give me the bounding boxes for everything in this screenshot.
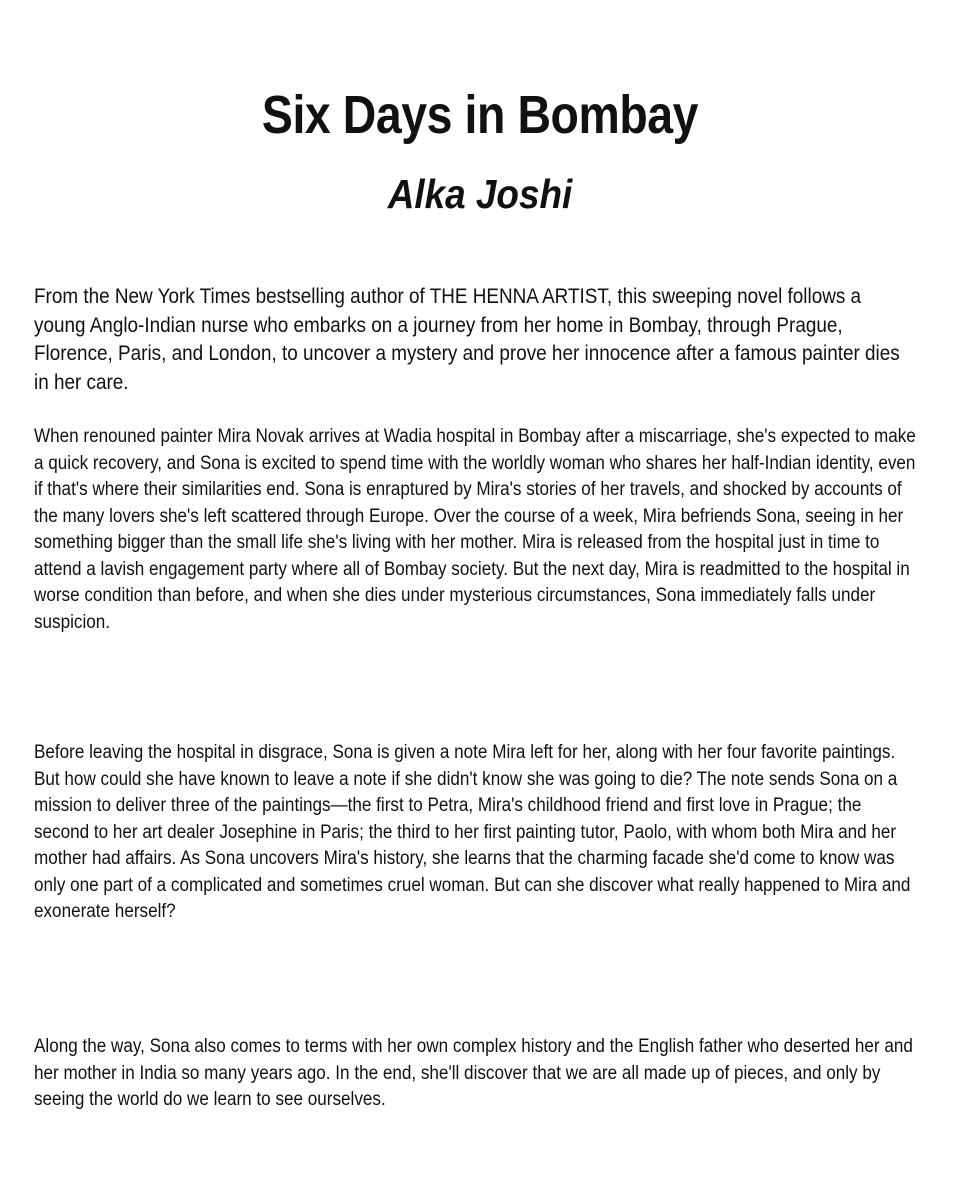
description-paragraph-plot: When renouned painter Mira Novak arrives at Wadia hospital in Bombay after a miscarriage, she's expected to make a quick recovery, and Sona is excited to spend time with the worldly woman who shares her half-Indian identity, even if that's where their similarities end. Sona is enraptured by Mira's stories of her travels, and shocked by accounts of the many lovers she's left scattered through Europe. Over the course of a week, Mira befriends Sona, seeing in her something bigger than the small life she's living with her mother. Mira is released from the hospital just in time to attend a lavish engagement party where all of Bombay society. But the next day, Mira is readmitted to the hospital in worse condition than before, and when she dies under mysterious circumstances, Sona immediately falls under suspicion. <box>34 426 916 633</box>
description-paragraph-intro: From the New York Times bestselling author of THE HENNA ARTIST, this sweeping novel follows a young Anglo-Indian nurse who embarks on a journey from her home in Bombay, through Prague, Florence, Paris, and London, to uncover a mystery and prove her innocence after a famous painter dies in her care. <box>34 285 900 394</box>
book-author: Alka Joshi <box>387 171 573 217</box>
description-paragraph-mission: Before leaving the hospital in disgrace, Sona is given a note Mira left for her, along with her four favorite paintings. But how could she have known to leave a note if she didn't know she was going to die? The note sends Sona on a mission to deliver three of the paintings—the first to Petra, Mira's childhood friend and first love in Prague; the second to her art dealer Josephine in Paris; the third to her first painting tutor, Paolo, with whom both Mira and her mother had affairs. As Sona uncovers Mira's history, she learns that the charming facade she'd come to know was only one part of a complicated and sometimes cruel woman. But can she discover what really happened to Mira and exonerate herself? <box>34 742 911 922</box>
description-paragraph-closing: Along the way, Sona also comes to terms with her own complex history and the English father who deserted her and her mother in India so many years ago. In the end, she'll discover that we are all made up of pieces, and only by seeing the world do we learn to see ourselves. <box>34 1036 913 1110</box>
book-title: Six Days in Bombay <box>261 85 699 145</box>
